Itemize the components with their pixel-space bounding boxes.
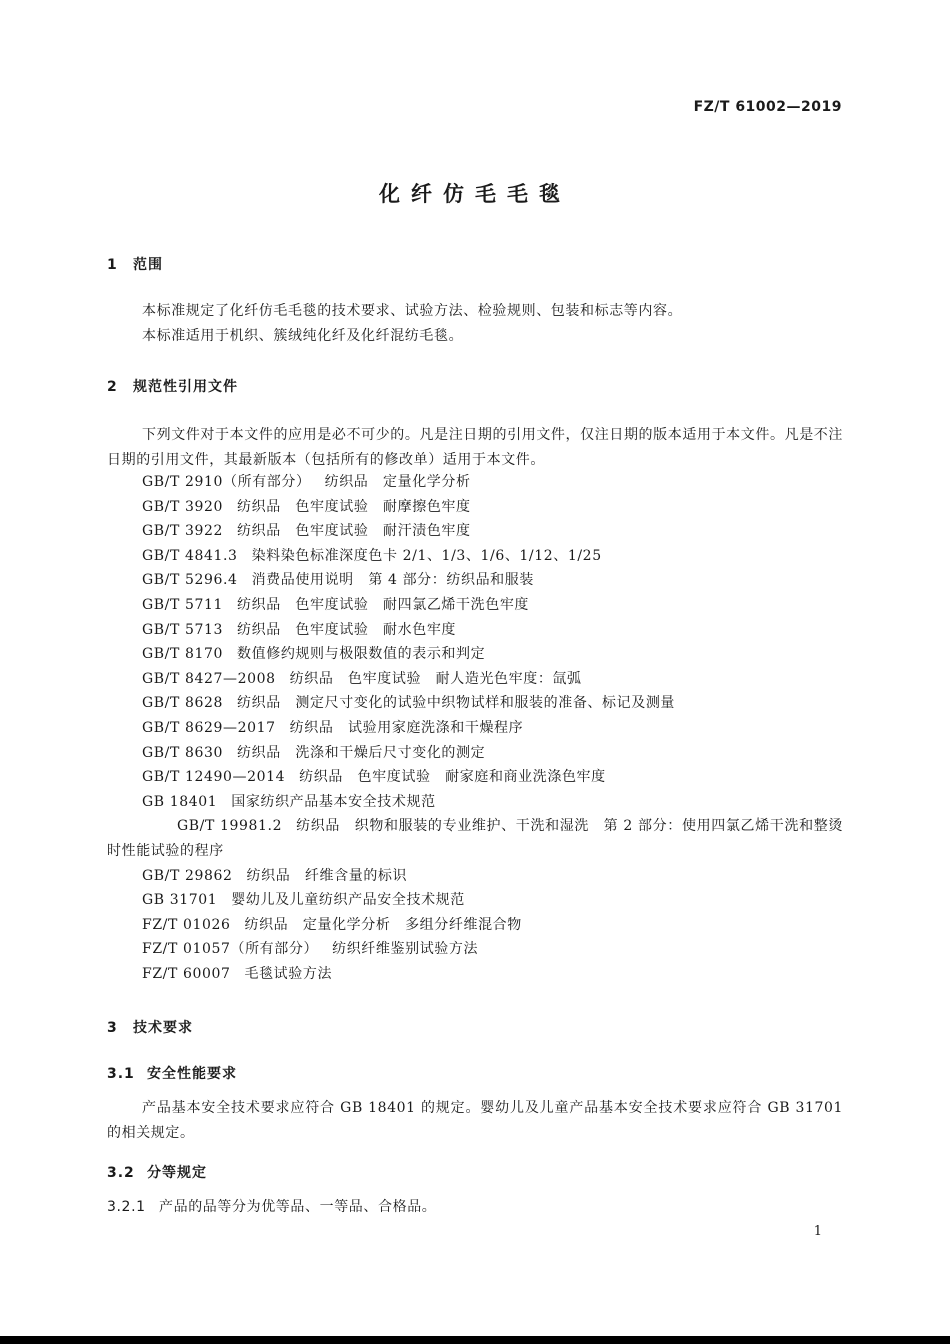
section-heading-normative-references <box>107 376 238 396</box>
section-heading-scope <box>107 254 163 274</box>
reference-title: 纺织品 色牢度试验 耐人造光色牢度：氙弧 <box>289 670 582 687</box>
reference-title: 纺织品 色牢度试验 耐水色牢度 <box>237 621 457 638</box>
subsection-title: 安全性能要求 <box>147 1066 237 1082</box>
reference-list <box>107 470 843 986</box>
reference-title: 纺织品 色牢度试验 耐摩擦色牢度 <box>237 498 471 515</box>
reference-title: 纺织品 纤维含量的标识 <box>246 867 408 884</box>
scope-paragraph-1: 本标准规定了化纤仿毛毛毯的技术要求、试验方法、检验规则、包装和标志等内容。 <box>142 303 683 319</box>
section-number: 3 <box>107 1020 118 1036</box>
reference-code: GB/T 19981.2 <box>177 818 283 835</box>
bottom-rule <box>0 1336 950 1344</box>
reference-code: GB/T 8629—2017 <box>142 719 276 736</box>
reference-item <box>107 864 843 889</box>
section-title: 技术要求 <box>133 1020 193 1036</box>
document-title: 化纤仿毛毛毯 <box>379 182 571 206</box>
reference-item <box>107 765 843 790</box>
reference-code: GB/T 8427—2008 <box>142 670 276 687</box>
reference-code: GB/T 5296.4 <box>142 572 238 589</box>
reference-title: 染料染色标准深度色卡 2/1、1/3、1/6、1/12、1/25 <box>251 547 602 564</box>
reference-item <box>107 962 843 987</box>
section-heading-technical-requirements <box>107 1017 193 1037</box>
reference-item <box>107 937 843 962</box>
subsection-heading-safety <box>107 1063 237 1083</box>
reference-code: FZ/T 01026 <box>142 916 231 933</box>
section-title: 规范性引用文件 <box>133 379 238 395</box>
reference-code: GB/T 8630 <box>142 744 224 761</box>
reference-title: 纺织纤维鉴别试验方法 <box>332 941 479 958</box>
reference-item <box>107 888 843 913</box>
reference-item <box>107 544 843 569</box>
reference-code: GB/T 29862 <box>142 867 233 884</box>
reference-item <box>107 470 843 495</box>
clause-number: 3.2.1 <box>107 1199 146 1215</box>
reference-title: 纺织品 试验用家庭洗涤和干燥程序 <box>289 719 524 736</box>
reference-item <box>107 913 843 938</box>
reference-code: FZ/T 01057（所有部分） <box>142 941 319 958</box>
reference-item <box>107 568 843 593</box>
reference-item <box>107 691 843 716</box>
reference-code: GB/T 3922 <box>142 523 224 540</box>
reference-code: GB/T 2910（所有部分） <box>142 474 311 490</box>
references-intro: 下列文件对于本文件的应用是必不可少的。凡是注日期的引用文件，仅注日期的版本适用于本文件。凡是不注日期的引用文件，其最新版本（包括所有的修改单）适用于本文件。 <box>107 427 843 468</box>
reference-item <box>107 667 843 692</box>
reference-title: 纺织品 洗涤和干燥后尺寸变化的测定 <box>237 744 486 761</box>
reference-item <box>107 814 843 863</box>
reference-code: GB/T 4841.3 <box>142 547 238 564</box>
reference-code: GB/T 12490—2014 <box>142 769 286 786</box>
reference-code: GB/T 8628 <box>142 695 224 712</box>
reference-title: 纺织品 织物和服装的专业维护、干洗和湿洗 第 2 部分：使用四氯乙烯干洗和整烫时性能试验的程序 <box>107 818 843 859</box>
reference-title: 国家纺织产品基本安全技术规范 <box>231 793 436 810</box>
scope-paragraph-2: 本标准适用于机织、簇绒纯化纤及化纤混纺毛毯。 <box>142 328 464 344</box>
reference-code: FZ/T 60007 <box>142 965 231 982</box>
reference-title: 纺织品 色牢度试验 耐汗渍色牢度 <box>237 523 471 540</box>
standard-code: FZ/T 61002—2019 <box>693 99 842 115</box>
reference-item <box>107 642 843 667</box>
reference-code: GB 31701 <box>142 892 218 909</box>
reference-title: 纺织品 色牢度试验 耐家庭和商业洗涤色牢度 <box>299 769 606 786</box>
reference-title: 纺织品 测定尺寸变化的试验中织物试样和服装的准备、标记及测量 <box>237 695 676 712</box>
reference-item <box>107 790 843 815</box>
reference-title: 纺织品 定量化学分析 <box>324 474 471 490</box>
reference-item <box>107 519 843 544</box>
reference-code: GB 18401 <box>142 793 218 810</box>
section-number: 2 <box>107 379 118 395</box>
reference-title: 纺织品 定量化学分析 多组分纤维混合物 <box>244 916 522 933</box>
reference-code: GB/T 5713 <box>142 621 224 638</box>
reference-title: 数值修约规则与极限数值的表示和判定 <box>237 646 486 663</box>
reference-item <box>107 495 843 520</box>
reference-item <box>107 741 843 766</box>
subsection-number: 3.2 <box>107 1165 135 1181</box>
reference-title: 纺织品 色牢度试验 耐四氯乙烯干洗色牢度 <box>237 596 530 613</box>
clause-text: 产品的品等分为优等品、一等品、合格品。 <box>159 1199 437 1215</box>
clause-3-2-1 <box>107 1196 436 1216</box>
section-title: 范围 <box>133 257 163 273</box>
reference-item <box>107 618 843 643</box>
subsection-title: 分等规定 <box>147 1165 207 1181</box>
section-number: 1 <box>107 257 118 273</box>
reference-title: 婴幼儿及儿童纺织产品安全技术规范 <box>231 892 465 909</box>
reference-code: GB/T 5711 <box>142 596 224 613</box>
safety-requirement-text: 产品基本安全技术要求应符合 GB 18401 的规定。婴幼儿及儿童产品基本安全技术要求应符合 GB 31701 的相关规定。 <box>107 1100 843 1141</box>
subsection-number: 3.1 <box>107 1066 135 1082</box>
reference-item <box>107 593 843 618</box>
subsection-heading-grading <box>107 1162 207 1182</box>
page-number: 1 <box>813 1224 822 1239</box>
reference-title: 毛毯试验方法 <box>244 965 333 982</box>
reference-title: 消费品使用说明 第 4 部分：纺织品和服装 <box>251 572 534 589</box>
reference-code: GB/T 3920 <box>142 498 224 515</box>
reference-item <box>107 716 843 741</box>
reference-code: GB/T 8170 <box>142 646 224 663</box>
